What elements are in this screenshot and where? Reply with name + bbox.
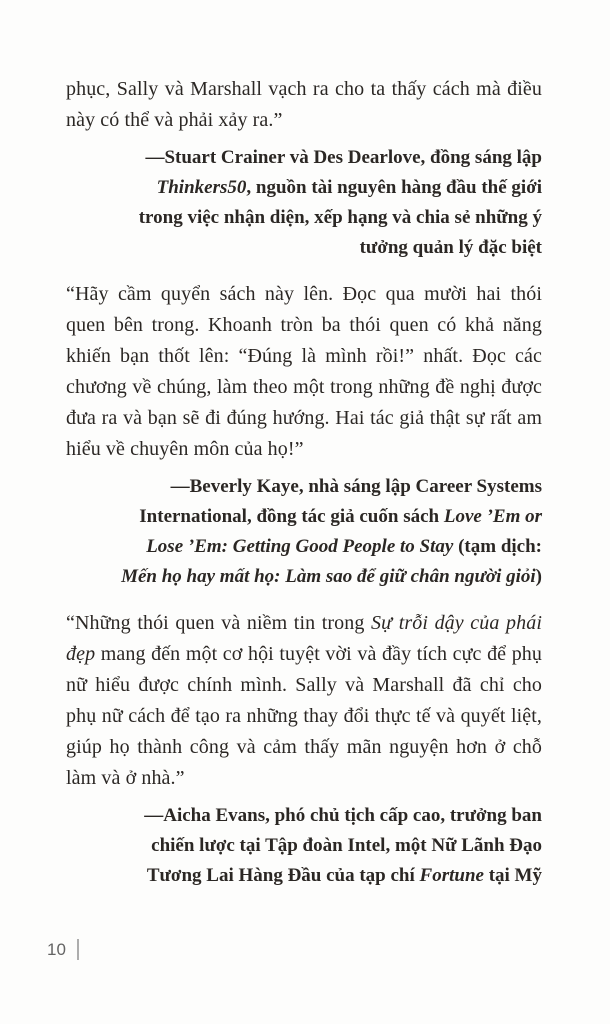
- quote-paragraph-2: “Hãy cầm quyển sách này lên. Đọc qua mười hai thói quen bên trong. Khoanh tròn ba thói quen có khả năng khiến bạn thốt lên: “Đúng là mình rồi!” nhất. Đọc các chương về chúng, làm theo một trong những đề nghị được đưa ra và bạn sẽ đi đúng hướng. Hai tác giả thật sự rất am hiểu về chuyên môn của họ!”: [66, 283, 542, 460]
- quote-continuation-paragraph: phục, Sally và Marshall vạch ra cho ta thấy cách mà điều này có thể và phải xảy ra.”: [66, 78, 542, 131]
- footer-divider-bar: [77, 939, 79, 960]
- page-content: [66, 74, 542, 907]
- page-footer: [47, 939, 79, 960]
- attribution-aicha-evans: —Aicha Evans, phó chủ tịch cấp cao, trưởng ban chiến lược tại Tập đoàn Intel, một Nữ Lãnh Đạo Tương Lai Hàng Đầu của tạp chí Fortune tại Mỹ: [144, 805, 542, 886]
- quote-paragraph-3: “Những thói quen và niềm tin trong Sự trỗi dậy của phái đẹp mang đến một cơ hội tuyệt vời và đầy tích cực để phụ nữ hiểu được chính mình. Sally và Marshall đã chỉ cho phụ nữ cách để tạo ra những thay đổi thực tế và quyết liệt, giúp họ thành công và cảm thấy mãn nguyện hơn ở chỗ làm và ở nhà.”: [66, 612, 542, 789]
- attribution-beverly-kaye: —Beverly Kaye, nhà sáng lập Career Systems International, đồng tác giả cuốn sách Love ’Em or Lose ’Em: Getting Good People to Stay (tạm dịch: Mến họ hay mất họ: Làm sao để giữ chân người giỏi): [121, 476, 542, 587]
- page-number: 10: [47, 939, 66, 959]
- attribution-stuart-crainer: —Stuart Crainer và Des Dearlove, đồng sáng lập Thinkers50, nguồn tài nguyên hàng đầu thế giới trong việc nhận diện, xếp hạng và chia sẻ những ý tưởng quản lý đặc biệt: [138, 147, 542, 258]
